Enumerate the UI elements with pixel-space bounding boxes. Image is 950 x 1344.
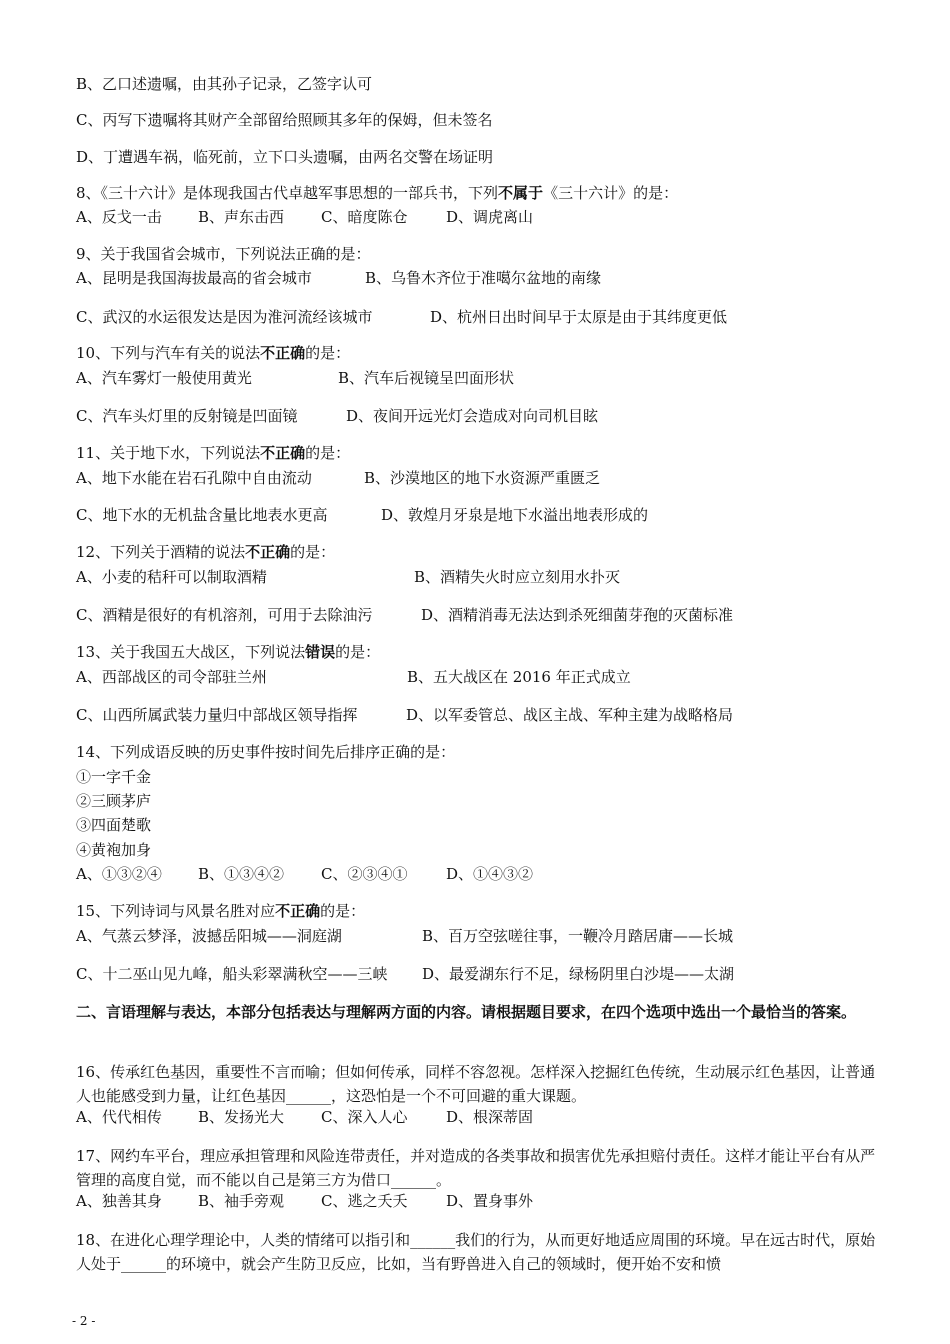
- q7-option-c: C、丙写下遗嘱将其财产全部留给照顾其多年的保姆，但未签名: [76, 111, 493, 129]
- q10-stem-post: 的是：: [305, 344, 351, 362]
- q7-option-b: B、乙口述遗嘱，由其孙子记录，乙签字认可: [76, 75, 373, 93]
- q8-stem: [76, 183, 678, 203]
- q15-stem: [76, 901, 365, 921]
- q15-stem-emphasis: 不正确: [275, 902, 321, 920]
- q12-option-c: C、酒精是很好的有机溶剂，可用于去除油污: [76, 606, 373, 624]
- q14-option-d: D、①④③②: [446, 865, 534, 883]
- q10-option-b: B、汽车后视镜呈凹面形状: [338, 369, 515, 387]
- q14-item-2: ②三顾茅庐: [76, 792, 152, 810]
- q14-option-c: C、②③④①: [321, 865, 408, 883]
- q13-stem: [76, 642, 380, 662]
- q12-stem-emphasis: 不正确: [245, 543, 291, 561]
- q16-option-a: A、代代相传: [76, 1108, 162, 1126]
- q8-option-b: B、声东击西: [198, 208, 285, 226]
- q11-stem-emphasis: 不正确: [260, 444, 306, 462]
- q17-option-d: D、置身事外: [446, 1192, 534, 1210]
- q10-stem-pre: 10、下列与汽车有关的说法: [76, 344, 261, 362]
- q16-option-d: D、根深蒂固: [446, 1108, 534, 1126]
- q16-option-c: C、深入人心: [321, 1108, 408, 1126]
- q11-option-c: C、地下水的无机盐含量比地表水更高: [76, 506, 328, 524]
- q14-option-a: A、①③②④: [76, 865, 162, 883]
- q9-option-d: D、杭州日出时间早于太原是由于其纬度更低: [430, 308, 728, 326]
- q11-stem: [76, 443, 350, 463]
- q12-stem-pre: 12、下列关于酒精的说法: [76, 543, 246, 561]
- q13-stem-pre: 13、关于我国五大战区，下列说法: [76, 643, 306, 661]
- q8-option-c: C、暗度陈仓: [321, 208, 408, 226]
- q14-stem: 14、下列成语反映的历史事件按时间先后排序正确的是：: [76, 743, 456, 761]
- q9-option-a: A、昆明是我国海拔最高的省会城市: [76, 269, 312, 287]
- q14-option-b: B、①③④②: [198, 865, 285, 883]
- q17-option-b: B、袖手旁观: [198, 1192, 285, 1210]
- q15-option-c: C、十二巫山见九峰，船头彩翠满秋空——三峡: [76, 965, 388, 983]
- q8-stem-post: 《三十六计》的是：: [543, 184, 679, 202]
- q10-option-d: D、夜间开远光灯会造成对向司机目眩: [346, 407, 599, 425]
- q16-option-b: B、发扬光大: [198, 1108, 285, 1126]
- q15-stem-post: 的是：: [320, 902, 366, 920]
- q11-stem-post: 的是：: [305, 444, 351, 462]
- q13-stem-post: 的是：: [335, 643, 381, 661]
- q10-option-a: A、汽车雾灯一般使用黄光: [76, 369, 252, 387]
- section-2-heading: 二、言语理解与表达，本部分包括表达与理解两方面的内容。请根据题目要求，在四个选项中选出一个最恰当的答案。: [76, 1003, 857, 1021]
- q17-option-c: C、逃之夭夭: [321, 1192, 408, 1210]
- page-number: - 2 -: [72, 1314, 96, 1328]
- q16-stem: 16、传承红色基因，重要性不言而喻；但如何传承，同样不容忽视。怎样深入挖掘红色传统，生动展示红色基因，让普通人也能感受到力量，让红色基因______，这恐怕是一个不可回避的重大课题。: [76, 1063, 876, 1105]
- q13-stem-emphasis: 错误: [305, 643, 336, 661]
- q13-option-c: C、山西所属武装力量归中部战区领导指挥: [76, 706, 358, 724]
- q14-item-4: ④黄袍加身: [76, 841, 152, 859]
- q7-option-d: D、丁遭遇车祸，临死前，立下口头遗嘱，由两名交警在场证明: [76, 148, 494, 166]
- q13-option-b: B、五大战区在 2016 年正式成立: [407, 668, 631, 686]
- q15-option-b: B、百万空弦嗟往事，一鞭冷月踏居庸——长城: [422, 927, 734, 945]
- q11-option-b: B、沙漠地区的地下水资源严重匮乏: [364, 469, 601, 487]
- q12-stem: [76, 542, 335, 562]
- q14-item-1: ①一字千金: [76, 768, 152, 786]
- q11-stem-pre: 11、关于地下水，下列说法: [76, 444, 261, 462]
- q18-stem: 18、在进化心理学理论中，人类的情绪可以指引和______我们的行为，从而更好地适应周围的环境。早在远古时代，原始人处于______的环境中，就会产生防卫反应，比如，当有野兽进入自己的领域时，便开始不安和愤: [76, 1231, 876, 1273]
- q13-option-a: A、西部战区的司令部驻兰州: [76, 668, 267, 686]
- q17-stem: 17、网约车平台，理应承担管理和风险连带责任，并对造成的各类事故和损害优先承担赔付责任。这样才能让平台有从严管理的高度自觉，而不能以自己是第三方为借口______。: [76, 1147, 876, 1189]
- q9-option-c: C、武汉的水运很发达是因为淮河流经该城市: [76, 308, 373, 326]
- q14-item-3: ③四面楚歌: [76, 816, 152, 834]
- q12-stem-post: 的是：: [290, 543, 336, 561]
- q10-option-c: C、汽车头灯里的反射镜是凹面镜: [76, 407, 298, 425]
- q10-stem-emphasis: 不正确: [260, 344, 306, 362]
- q12-option-a: A、小麦的秸秆可以制取酒精: [76, 568, 267, 586]
- q15-option-d: D、最爱湖东行不足，绿杨阴里白沙堤——太湖: [422, 965, 735, 983]
- q8-option-a: A、反戈一击: [76, 208, 162, 226]
- q17-option-a: A、独善其身: [76, 1192, 162, 1210]
- q8-stem-emphasis: 不属于: [498, 184, 544, 202]
- q8-option-d: D、调虎离山: [446, 208, 534, 226]
- q11-option-a: A、地下水能在岩石孔隙中自由流动: [76, 469, 312, 487]
- q12-option-d: D、酒精消毒无法达到杀死细菌芽孢的灭菌标准: [421, 606, 734, 624]
- q11-option-d: D、敦煌月牙泉是地下水溢出地表形成的: [381, 506, 649, 524]
- q15-option-a: A、气蒸云梦泽，波撼岳阳城——洞庭湖: [76, 927, 342, 945]
- q13-option-d: D、以军委管总、战区主战、军种主建为战略格局: [406, 706, 734, 724]
- q9-stem: 9、关于我国省会城市，下列说法正确的是：: [76, 245, 371, 263]
- q9-option-b: B、乌鲁木齐位于准噶尔盆地的南缘: [365, 269, 602, 287]
- q12-option-b: B、酒精失火时应立刻用水扑灭: [414, 568, 621, 586]
- q15-stem-pre: 15、下列诗词与风景名胜对应: [76, 902, 276, 920]
- q10-stem: [76, 343, 350, 363]
- q8-stem-pre: 8、《三十六计》是体现我国古代卓越军事思想的一部兵书，下列: [76, 184, 499, 202]
